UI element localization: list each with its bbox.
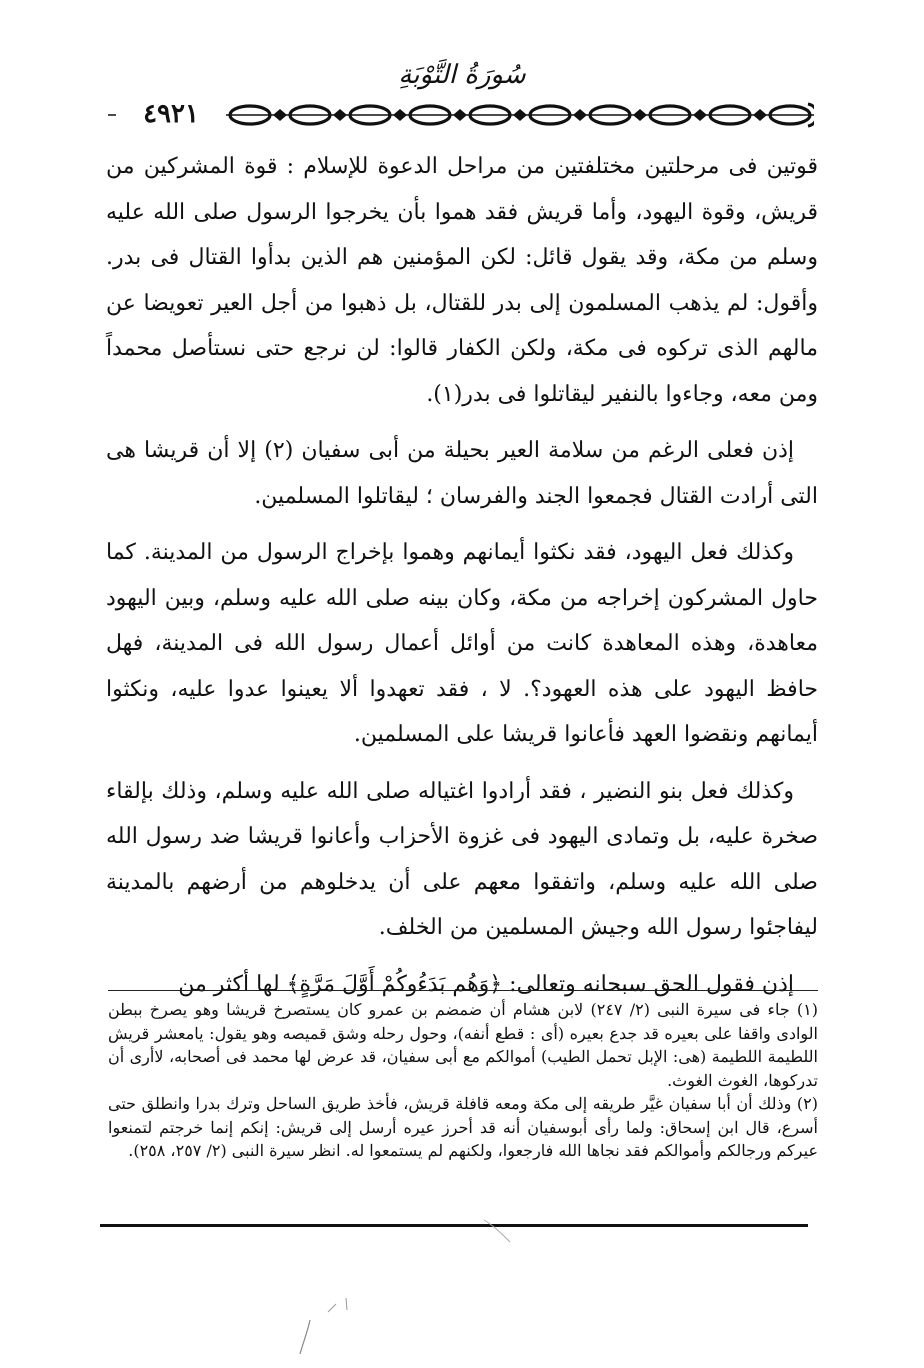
- chain-diamond: [573, 109, 587, 121]
- chain-diamond: [453, 109, 467, 121]
- paragraph-2: إذن فعلى الرغم من سلامة العير بحيلة من أبى سفيان (٢) إلا أن قريشا هى التى أرادت القتال فجمعوا الجند والفرسان ؛ ليقاتلوا المسلمين.: [106, 438, 818, 509]
- chain-diamond: [753, 109, 767, 121]
- footnote-2: (٢) وذلك أن أبا سفيان غيَّر طريقه إلى مكة ومعه قافلة قريش، فأخذ طريق الساحل وترك بدرا وانطلق حتى أسرع، قال ابن إسحاق: ولما رأى أبوسفيان أنه قد أحرز عيره أرسل إلى قريش: إنكم إنما خرجتم لتمنعوا عيركم ورجالكم وأموالكم فقد نجاها الله فارجعوا، ولكنهم لم يستمعوا له. انظر سيرة النبى (٢/ ٢٥٧، ٢٥٨).: [108, 1094, 819, 1160]
- footnotes: [108, 998, 818, 1163]
- main-text: [106, 144, 818, 1007]
- footnote-separator: [108, 990, 818, 991]
- footnote-1: (١) جاء فى سيرة النبى (٢/ ٢٤٧) لابن هشام أن ضمضم بن عمرو كان يستصرخ قريشا وهو يصرخ ببطن الوادى واقفا على بعيره قد جدع بعيره (أى : قطع أنفه)، وحول رحله وشق قميصه وهو يقول: يامعشر قريش اللطيمة اللطيمة (هى: الإبل تحمل الطيب) أموالكم مع أبى سفيان، قد عرض لها محمد فى أصحابه، لاأرى أن تدركوها، الغوث الغوث.: [108, 1000, 819, 1090]
- bottom-rule: [100, 1224, 808, 1227]
- paragraph-4: وكذلك فعل بنو النضير ، فقد أرادوا اغتياله صلى الله عليه وسلم، وذلك بإلقاء صخرة عليه، بل وتمادى اليهود فى غزوة الأحزاب وأعانوا قريشا ضد رسول الله صلى الله عليه وسلم، واتفقوا معهم على أن يدخلوهم من أرضهم بالمدينة ليفاجئوا رسول الله وجيش المسلمين من الخلف.: [106, 778, 818, 940]
- paragraph-5: إذن فقول الحق سبحانه وتعالى: ﴿وَهُم بَدَءُوكُمْ أَوَّلَ مَرَّةٍ﴾ لها أكثر من: [178, 971, 794, 997]
- chain-diamond: [393, 109, 407, 121]
- surah-title: سُورَةُ التَّوْبَةِ: [398, 60, 526, 90]
- scan-smudge-mark-2: [480, 1216, 520, 1246]
- chain-diamond: [333, 109, 347, 121]
- scan-smudge-mark: [280, 1290, 420, 1360]
- page-number: ٤٩٢١: [116, 96, 226, 132]
- chain-diamond: [273, 109, 287, 121]
- chain-diamond: [633, 109, 647, 121]
- chain-diamond: [513, 109, 527, 121]
- paragraph-1: قوتين فى مرحلتين مختلفتين من مراحل الدعوة للإسلام : قوة المشركين من قريش، وقوة اليهود، وأما قريش فقد هموا بأن يخرجوا الرسول صلى الله عليه وسلم من مكة، وقد يقول قائل: لكن المؤمنين هم الذين بدأوا القتال فى بدر. وأقول: لم يذهب المسلمون إلى بدر للقتال، بل ذهبوا من أجل العير تعويضا عن مالهم الذى تركوه فى مكة، ولكن الكفار قالوا: لن نرجع حتى نستأصل محمداً ومن معه، وجاءوا بالنفير ليقاتلوا فى بدر(١).: [106, 154, 818, 407]
- chain-diamond: [693, 109, 707, 121]
- paragraph-3: وكذلك فعل اليهود، فقد نكثوا أيمانهم وهموا بإخراج الرسول من المدينة. كما حاول المشركون إخراجه من مكة، وكان بينه صلى الله عليه وسلم، وبين اليهود معاهدة، وهذه المعاهدة كانت من أوائل أعمال رسول الله فى المدينة، فهل حافظ اليهود على هذه العهود؟. لا ، فقد تعهدوا ألا يعينوا عدوا عليه، ونكثوا أيمانهم ونقضوا العهد فأعانوا قريشا على المسلمين.: [106, 540, 818, 747]
